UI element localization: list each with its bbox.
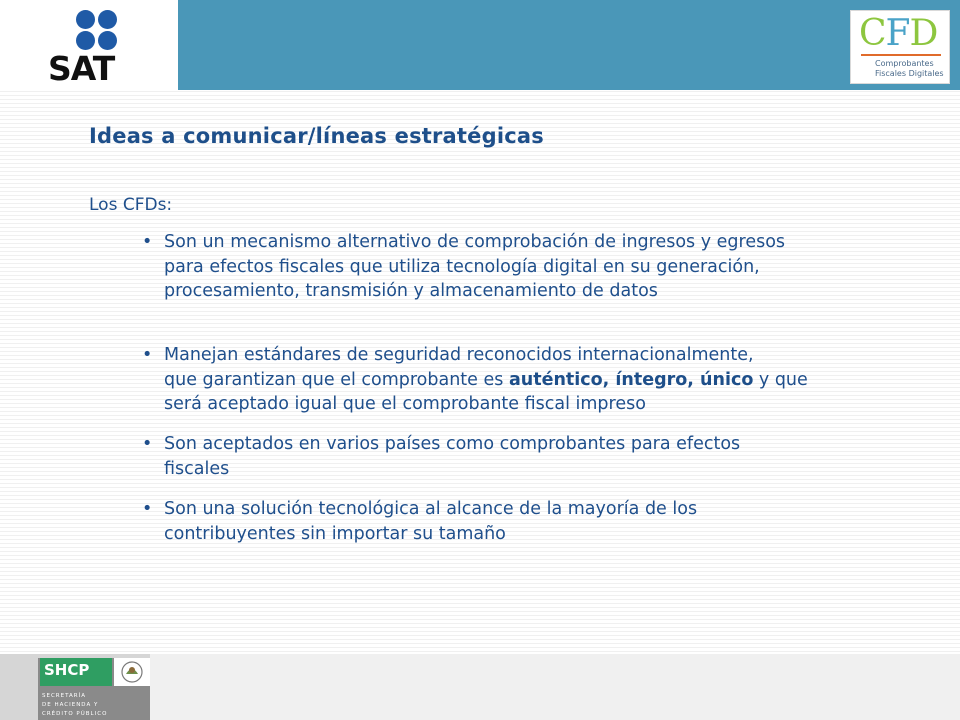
shcp-line1: SECRETARÍA [42, 693, 87, 699]
cfd-subtitle-line2: Fiscales Digitales [875, 69, 944, 78]
cfd-underline [861, 54, 941, 56]
bullet-2-emphasis: auténtico, íntegro, único [508, 369, 754, 390]
sat-logo [0, 0, 178, 90]
shcp-logo-text: SHCP [44, 661, 90, 679]
bullet-3-line-1: Son aceptados en varios países como comprobantes para efectos [164, 434, 741, 454]
shcp-green-block [40, 658, 112, 686]
bullet-1-line-1: Son un mecanismo alternativo de comprobación de ingresos y egresos [164, 232, 786, 252]
bullet-2-line-1: Manejan estándares de seguridad reconocidos internacionalmente, [164, 345, 754, 365]
cfd-logo [850, 10, 950, 84]
bullet-item-1 [142, 230, 884, 304]
shcp-line2: DE HACIENDA Y [42, 702, 99, 708]
bullet-item-3 [142, 432, 884, 481]
bullet-1-line-3: procesamiento, transmisión y almacenamiento de datos [164, 281, 658, 301]
header-bar [0, 0, 960, 90]
slide-title: Ideas a comunicar/líneas estratégicas [89, 124, 544, 148]
bullet-1-line-2: para efectos fiscales que utiliza tecnología digital en su generación, [164, 256, 760, 277]
bullet-3-line-2: fiscales [164, 458, 230, 479]
bullet-item-4 [142, 497, 884, 546]
shcp-line3: CRÉDITO PÚBLICO [42, 711, 108, 717]
bullet-2-line-3: será aceptado igual que el comprobante fiscal impreso [164, 394, 646, 414]
bullet-dot: • [142, 345, 153, 365]
cfd-logo-letters: CFD [859, 13, 938, 54]
footer-bar [0, 654, 960, 720]
sat-logo-text: SAT [48, 49, 115, 88]
bullet-2-line-2-post: y que [753, 369, 808, 390]
bullet-item-2 [142, 343, 884, 417]
bullet-4-line-1: Son una solución tecnológica al alcance de la mayoría de los [164, 499, 698, 519]
bullet-2-line-2-pre: que garantizan que el comprobante es [164, 369, 509, 390]
shcp-logo [38, 658, 150, 720]
bullet-dot: • [142, 232, 153, 252]
mexico-emblem-icon [114, 658, 150, 686]
sat-dots-icon [76, 10, 120, 52]
cfd-subtitle-line1: Comprobantes [875, 59, 934, 68]
bullet-dot: • [142, 434, 153, 454]
bullet-4-line-2: contribuyentes sin importar su tamaño [164, 523, 506, 544]
bullet-dot: • [142, 499, 153, 519]
intro-text: Los CFDs: [89, 195, 173, 215]
